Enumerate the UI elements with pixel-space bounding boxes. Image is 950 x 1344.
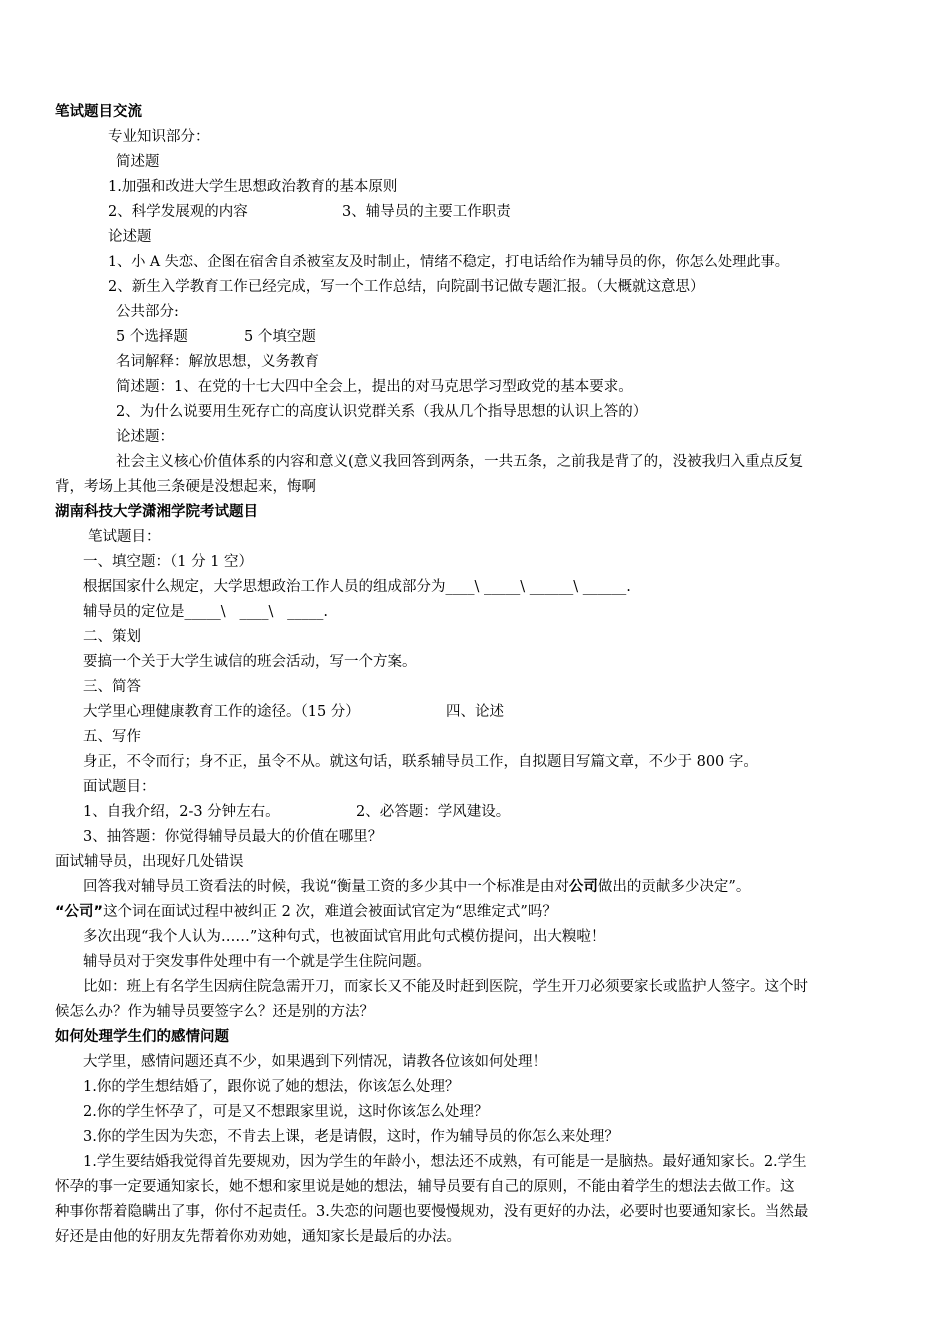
section-title: 笔试题目交流 [55,104,142,120]
bold-term: “公司” [55,904,104,920]
text-line: 社会主义核心价值体系的内容和意义(意义我回答到两条，一共五条，之前我是背了的，没被我归入重点反复 [116,454,804,470]
text-line: 3.你的学生因为失恋，不肯去上课，老是请假，这时，作为辅导员的你怎么来处理？ [83,1129,619,1145]
section-title: 湖南科技大学潇湘学院考试题目 [55,504,258,520]
bold-term: 公司 [568,879,598,895]
text-span: 做出的贡献多少决定”。 [597,879,751,895]
section-title: 面试辅导员，出现好几处错误 [55,854,244,870]
text-line: 专业知识部分： [108,129,210,145]
text-line: 2、新生入学教育工作已经完成，写一个工作总结，向院副书记做专题汇报。（大概就这意思） [108,279,705,295]
text-line: 身正，不令而行；身不正，虽令不从。就这句话，联系辅导员工作，自拟题目写篇文章，不少于 800 字。 [83,754,758,770]
text-line [55,903,557,921]
text-line: 比如：班上有名学生因病住院急需开刀，而家长又不能及时赶到医院，学生开刀必须要家长或监护人签字。这个时 [83,979,808,995]
text-line: 大学里，感情问题还真不少，如果遇到下列情况，请教各位该如何处理！ [83,1054,547,1070]
text-line: 3、抽答题：你觉得辅导员最大的价值在哪里？ [83,829,383,845]
text-line: 2.你的学生怀孕了，可是又不想跟家里说，这时你该怎么处理？ [83,1104,489,1120]
text-line: 背，考场上其他三条硬是没想起来，悔啊 [55,479,316,495]
text-line: 多次出现“我个人认为……”这种句式，也被面试官用此句式模仿提问，出大糗啦！ [83,929,606,945]
text-line: 简述题 [116,154,160,170]
text-line: 根据国家什么规定，大学思想政治工作人员的组成部分为____\ _____\ ______\ ______. [83,579,631,595]
text-line: 二、策划 [83,629,141,645]
text-span: 回答我对辅导员工资看法的时候，我说“衡量工资的多少其中一个标准是由对 [83,879,569,895]
text-line: 候怎么办？作为辅导员要签字么？还是别的方法？ [55,1004,374,1020]
text-line: 1.加强和改进大学生思想政治教育的基本原则 [108,179,398,195]
text-line: 辅导员的定位是_____\ ____\ _____. [83,604,329,620]
text-line: 五、写作 [83,729,141,745]
text-line: 四、论述 [446,704,504,720]
text-line: 一、填空题：（1 分 1 空） [83,554,254,570]
text-line: 名词解释：解放思想，义务教育 [116,354,319,370]
text-line: 要搞一个关于大学生诚信的班会活动，写一个方案。 [83,654,417,670]
text-line: 1、自我介绍，2-3 分钟左右。 [83,804,280,820]
text-line: 论述题 [108,229,152,245]
text-line: 5 个填空题 [244,329,316,345]
text-line: 简述题：1、在党的十七大四中全会上，提出的对马克思学习型政党的基本要求。 [116,379,633,395]
text-line: 3、辅导员的主要工作职责 [342,204,511,220]
text-line: 1.学生要结婚我觉得首先要规劝，因为学生的年龄小，想法还不成熟，有可能是一是脑热。最好通知家长。2.学生 [83,1154,807,1170]
text-line: 2、必答题：学风建设。 [356,804,511,820]
text-line: 怀孕的事一定要通知家长，她不想和家里说是她的想法，辅导员要有自己的原则，不能由着学生的想法去做工作。这 [55,1179,795,1195]
text-line: 种事你帮着隐瞒出了事，你付不起责任。3.失恋的问题也要慢慢规劝，没有更好的办法，必要时也要通知家长。当然最 [55,1204,809,1220]
text-line: 大学里心理健康教育工作的途径。（15 分） [83,704,360,720]
text-line: 辅导员对于突发事件处理中有一个就是学生住院问题。 [83,954,431,970]
text-line: 1、小 A 失恋、企图在宿舍自杀被室友及时制止，情绪不稳定，打电话给作为辅导员的你，你怎么处理此事。 [108,254,789,270]
text-line: 三、简答 [83,679,141,695]
text-line: 1.你的学生想结婚了，跟你说了她的想法，你该怎么处理？ [83,1079,460,1095]
text-line: 2、为什么说要用生死存亡的高度认识党群关系（我从几个指导思想的认识上答的） [116,404,648,420]
text-line: 面试题目： [83,779,156,795]
text-line: 2、科学发展观的内容 [108,204,248,220]
text-line: 笔试题目： [88,529,161,545]
text-span: 这个词在面试过程中被纠正 2 次，难道会被面试官定为“思维定式”吗？ [103,904,557,920]
text-line: 公共部分: [116,304,179,320]
text-line: 5 个选择题 [116,329,188,345]
text-line: 好还是由他的好朋友先帮着你劝劝她，通知家长是最后的办法。 [55,1229,461,1245]
text-line: 论述题： [116,429,174,445]
section-title: 如何处理学生们的感情问题 [55,1029,229,1045]
text-line [83,878,750,896]
